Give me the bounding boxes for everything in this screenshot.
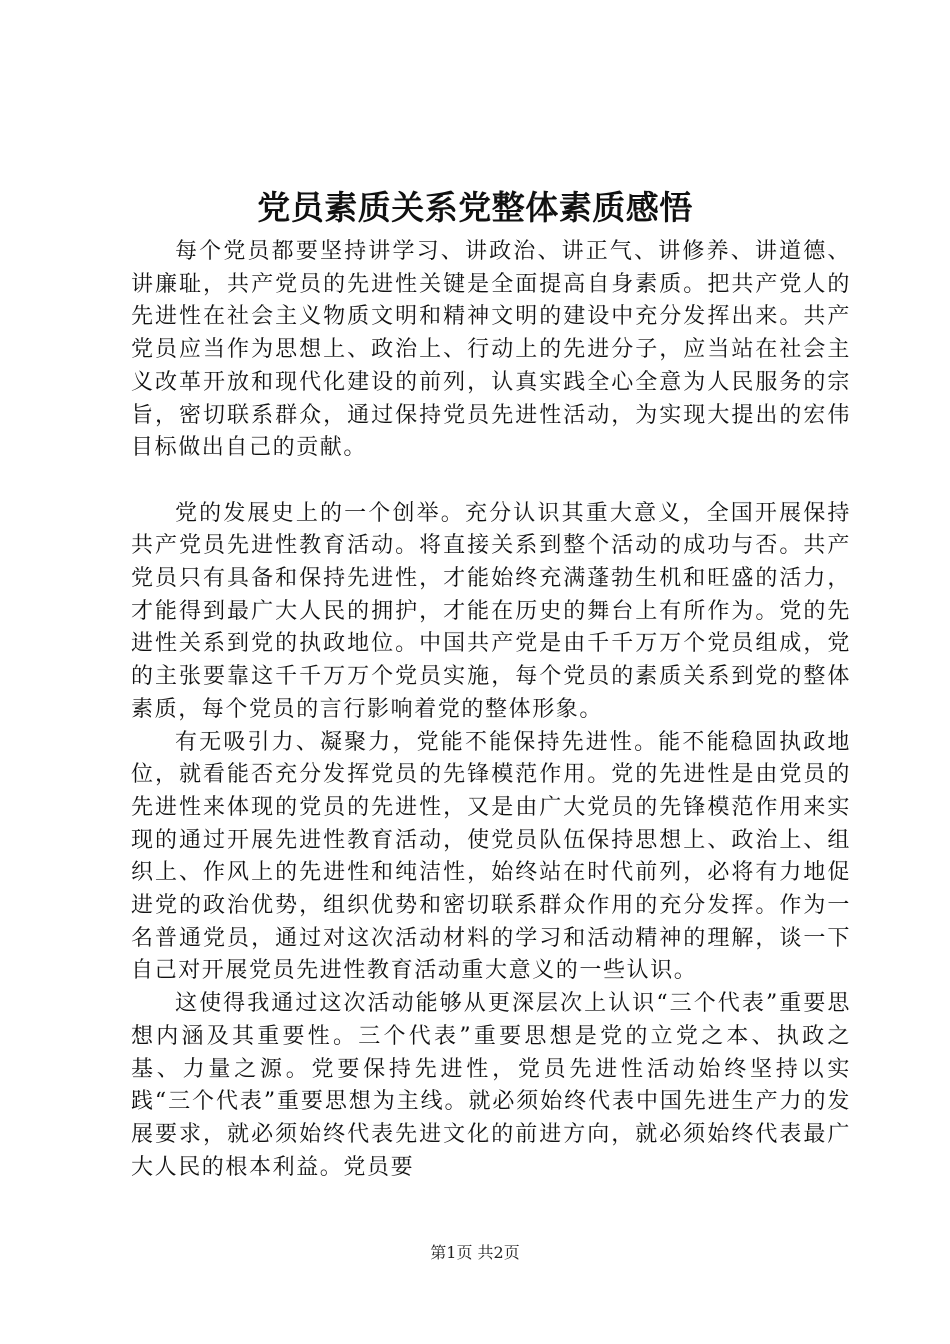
document-title: 党员素质关系党整体素质感悟: [257, 188, 693, 227]
document-body: [131, 236, 851, 1184]
paragraph-spacer: [131, 465, 851, 498]
paragraph-3: 有无吸引力、凝聚力，党能不能保持先进性。能不能稳固执政地位，就看能否充分发挥党员的先锋模范作用。党的先进性是由党员的先进性来体现的党员的先进性，又是由广大党员的先锋模范作用来实现的通过开展先进性教育活动，使党员队伍保持思想上、政治上、组织上、作风上的先进性和纯洁性，始终站在时代前列，必将有力地促进党的政治优势，组织优势和密切联系群众作用的充分发挥。作为一名普通党员，通过对这次活动材料的学习和活动精神的理解，谈一下自己对开展党员先进性教育活动重大意义的一些认识。: [131, 729, 851, 984]
paragraph-2: 党的发展史上的一个创举。充分认识其重大意义，全国开展保持共产党员先进性教育活动。将直接关系到整个活动的成功与否。共产党员只有具备和保持先进性，才能始终充满蓬勃生机和旺盛的活力，才能得到最广大人民的拥护，才能在历史的舞台上有所作为。党的先进性关系到党的执政地位。中国共产党是由千千万万个党员组成，党的主张要靠这千千万万个党员实施，每个党员的素质关系到党的整体素质，每个党员的言行影响着党的整体形象。: [131, 500, 851, 722]
paragraph-4: 这使得我通过这次活动能够从更深层次上认识“三个代表”重要思想内涵及其重要性。三个代表”重要思想是党的立党之本、执政之基、力量之源。党要保持先进性，党员先进性活动始终坚持以实践“三个代表”重要思想为主线。就必须始终代表中国先进生产力的发展要求，就必须始终代表先进文化的前进方向，就必须始终代表最广大人民的根本利益。党员要: [131, 991, 851, 1180]
paragraph-1: 每个党员都要坚持讲学习、讲政治、讲正气、讲修养、讲道德、讲廉耻，共产党员的先进性关键是全面提高自身素质。把共产党人的先进性在社会主义物质文明和精神文明的建设中充分发挥出来。共产党员应当作为思想上、政治上、行动上的先进分子，应当站在社会主义改革开放和现代化建设的前列，认真实践全心全意为人民服务的宗旨，密切联系群众，通过保持党员先进性活动，为实现大提出的宏伟目标做出自己的贡献。: [131, 239, 851, 461]
page-footer: 第1页 共2页: [430, 1243, 520, 1262]
